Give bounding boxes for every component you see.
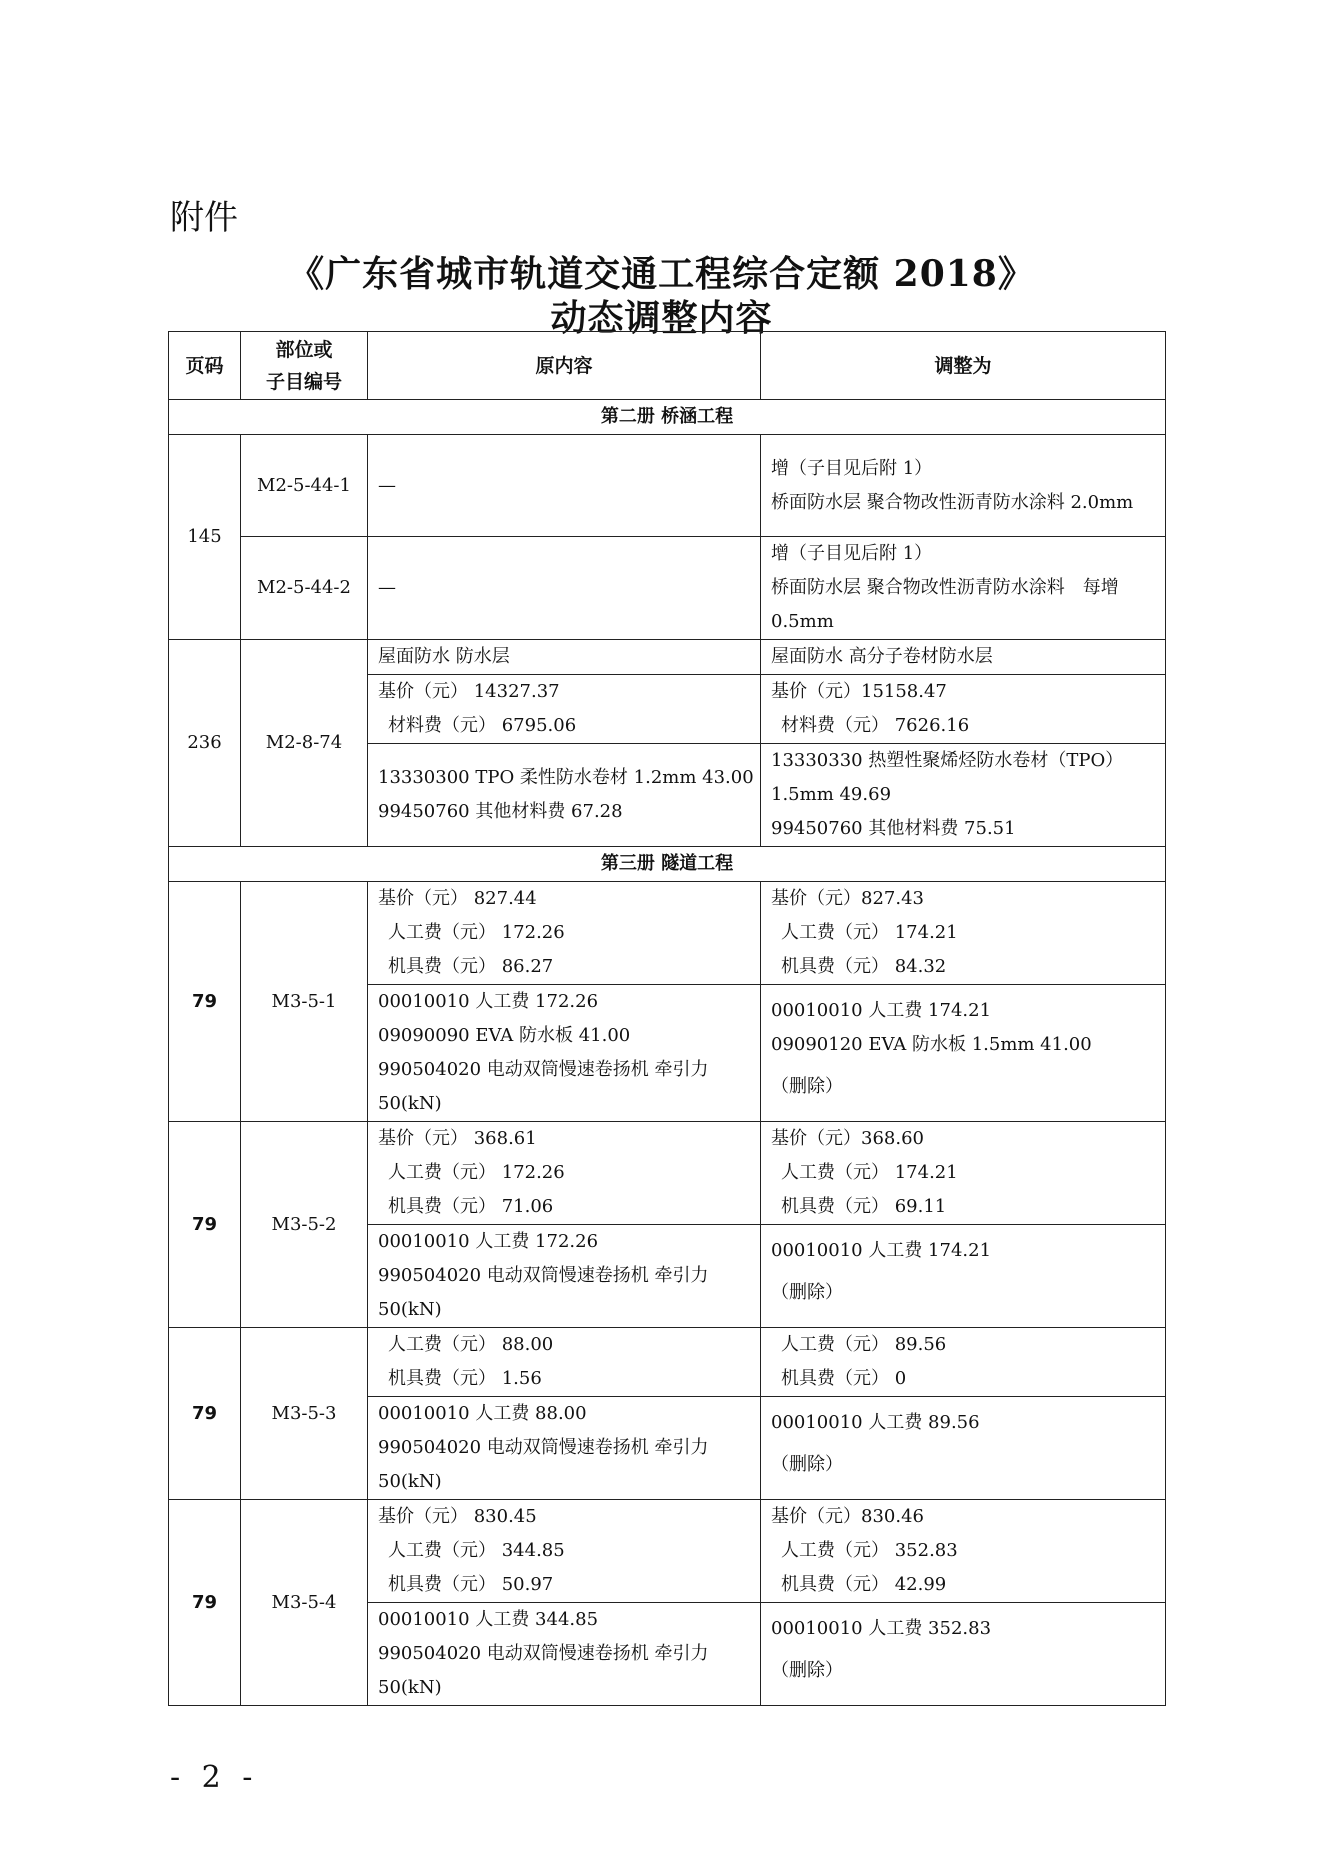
- section-title-2: 第二册 桥涵工程: [169, 400, 1166, 435]
- adjusted-line: （删除）: [771, 1076, 843, 1097]
- original-line: 人工费（元） 172.26: [388, 1162, 565, 1183]
- adjusted-line: 人工费（元） 174.21: [781, 1162, 958, 1183]
- adjusted-line: （删除）: [771, 1660, 843, 1681]
- code-cell: M3-5-2: [241, 1122, 368, 1328]
- adjusted-line: 基价（元）827.43: [771, 888, 924, 909]
- adjusted-line: 人工费（元） 89.56: [781, 1334, 947, 1355]
- adjusted-line: 13330330 热塑性聚烯烃防水卷材（TPO） 1.5mm 49.69: [771, 750, 1124, 805]
- adjusted-line: 机具费（元） 84.32: [781, 956, 947, 977]
- header-part: [241, 332, 368, 400]
- original-cell: [368, 985, 761, 1122]
- adjusted-line: 基价（元）368.60: [771, 1128, 924, 1149]
- adjusted-line: 09090120 EVA 防水板 1.5mm 41.00: [771, 1034, 1092, 1055]
- header-page: 页码: [169, 332, 241, 400]
- adjusted-line: 材料费（元） 7626.16: [781, 715, 970, 736]
- original-line: 机具费（元） 86.27: [388, 956, 554, 977]
- adjusted-line: （删除）: [771, 1282, 843, 1303]
- document-title: 《广东省城市轨道交通工程综合定额 2018》: [288, 253, 1035, 295]
- section-row: [169, 400, 1166, 435]
- page-number: - 2 -: [170, 1760, 259, 1795]
- adjusted-cell: [761, 985, 1166, 1122]
- section-title-3: 第三册 隧道工程: [169, 847, 1166, 882]
- adjusted-cell: [761, 1328, 1166, 1397]
- adjusted-line: （删除）: [771, 1454, 843, 1475]
- code-cell: M3-5-1: [241, 882, 368, 1122]
- original-line: 00010010 人工费 88.00: [378, 1403, 587, 1424]
- original-line: 材料费（元） 6795.06: [388, 715, 577, 736]
- original-line: 990504020 电动双筒慢速卷扬机 牵引力 50(kN): [378, 1059, 709, 1114]
- adjusted-line: 增（子目见后附 1）: [771, 543, 933, 564]
- original-line: 基价（元） 827.44: [378, 888, 537, 909]
- adjusted-line: 人工费（元） 352.83: [781, 1540, 958, 1561]
- adjusted-cell: [761, 744, 1166, 847]
- original-cell: [368, 675, 761, 744]
- header-part-line2: 子目编号: [265, 370, 342, 393]
- adjusted-line: 机具费（元） 69.11: [781, 1196, 947, 1217]
- original-cell: [368, 744, 761, 847]
- adjusted-line: 基价（元）830.46: [771, 1506, 924, 1527]
- original-line: 人工费（元） 88.00: [388, 1334, 554, 1355]
- adjusted-line: 00010010 人工费 352.83: [771, 1618, 992, 1639]
- original-cell: [368, 1122, 761, 1225]
- adjusted-cell: [761, 1397, 1166, 1500]
- attachment-label: 附件: [170, 198, 238, 238]
- original-cell: [368, 1500, 761, 1603]
- original-line: 基价（元） 14327.37: [378, 681, 560, 702]
- code-cell: M3-5-4: [241, 1500, 368, 1706]
- table-row: [169, 1122, 1166, 1225]
- original-line: 机具费（元） 50.97: [388, 1574, 554, 1595]
- original-line: 基价（元） 368.61: [378, 1128, 537, 1149]
- adjusted-cell: [761, 1122, 1166, 1225]
- code-cell: M2-5-44-1: [241, 435, 368, 537]
- original-line: 990504020 电动双筒慢速卷扬机 牵引力 50(kN): [378, 1265, 709, 1320]
- adjusted-line: 00010010 人工费 89.56: [771, 1412, 980, 1433]
- adjusted-line: 机具费（元） 42.99: [781, 1574, 947, 1595]
- table-row: [169, 537, 1166, 640]
- adjusted-cell: 屋面防水 高分子卷材防水层: [761, 640, 1166, 675]
- header-adjusted: 调整为: [761, 332, 1166, 400]
- original-line: 机具费（元） 1.56: [388, 1368, 542, 1389]
- code-cell: M2-8-74: [241, 640, 368, 847]
- adjusted-cell: [761, 435, 1166, 537]
- section-row: [169, 847, 1166, 882]
- original-cell: [368, 1397, 761, 1500]
- table-row: [169, 1328, 1166, 1397]
- page-cell: 145: [169, 435, 241, 640]
- adjusted-line: 00010010 人工费 174.21: [771, 1000, 992, 1021]
- adjustment-table: [168, 331, 1166, 1706]
- original-line: 13330300 TPO 柔性防水卷材 1.2mm 43.00: [378, 767, 754, 788]
- adjusted-line: 桥面防水层 聚合物改性沥青防水涂料 2.0mm: [771, 491, 1134, 513]
- original-cell: [368, 882, 761, 985]
- table-row: [169, 435, 1166, 537]
- adjusted-cell: [761, 1603, 1166, 1706]
- adjusted-cell: [761, 882, 1166, 985]
- table-row: [169, 882, 1166, 985]
- original-line: 00010010 人工费 344.85: [378, 1609, 599, 1630]
- adjusted-cell: [761, 1225, 1166, 1328]
- original-cell: —: [368, 537, 761, 640]
- page-cell: 79: [169, 1328, 241, 1500]
- document-subtitle: 动态调整内容: [550, 297, 773, 339]
- original-cell: [368, 1225, 761, 1328]
- table-row: [169, 640, 1166, 675]
- header-part-line1: 部位或: [275, 338, 333, 361]
- original-cell: [368, 1328, 761, 1397]
- original-cell: [368, 1603, 761, 1706]
- original-line: 基价（元） 830.45: [378, 1506, 537, 1527]
- page-cell: 79: [169, 882, 241, 1122]
- original-line: 00010010 人工费 172.26: [378, 1231, 599, 1252]
- adjusted-line: 人工费（元） 174.21: [781, 922, 958, 943]
- adjusted-line: 基价（元）15158.47: [771, 681, 947, 702]
- page-cell: 79: [169, 1122, 241, 1328]
- adjusted-cell: [761, 675, 1166, 744]
- original-line: 990504020 电动双筒慢速卷扬机 牵引力 50(kN): [378, 1643, 709, 1698]
- adjusted-line: 99450760 其他材料费 75.51: [771, 818, 1016, 839]
- adjusted-line: 增（子目见后附 1）: [771, 457, 933, 479]
- adjusted-cell: [761, 1500, 1166, 1603]
- header-original: 原内容: [368, 332, 761, 400]
- table-row: [169, 1500, 1166, 1603]
- original-cell: —: [368, 435, 761, 537]
- adjusted-cell: [761, 537, 1166, 640]
- original-line: 990504020 电动双筒慢速卷扬机 牵引力 50(kN): [378, 1437, 709, 1492]
- code-cell: M2-5-44-2: [241, 537, 368, 640]
- page-cell: 236: [169, 640, 241, 847]
- original-line: 人工费（元） 172.26: [388, 922, 565, 943]
- code-cell: M3-5-3: [241, 1328, 368, 1500]
- adjusted-line: 桥面防水层 聚合物改性沥青防水涂料 每增 0.5mm: [771, 577, 1119, 632]
- original-line: 09090090 EVA 防水板 41.00: [378, 1025, 631, 1046]
- adjusted-line: 00010010 人工费 174.21: [771, 1240, 992, 1261]
- header-row: [169, 332, 1166, 400]
- original-line: 99450760 其他材料费 67.28: [378, 801, 623, 822]
- original-line: 人工费（元） 344.85: [388, 1540, 565, 1561]
- original-cell: 屋面防水 防水层: [368, 640, 761, 675]
- page-cell: 79: [169, 1500, 241, 1706]
- original-line: 机具费（元） 71.06: [388, 1196, 554, 1217]
- adjusted-line: 机具费（元） 0: [781, 1368, 907, 1389]
- original-line: 00010010 人工费 172.26: [378, 991, 599, 1012]
